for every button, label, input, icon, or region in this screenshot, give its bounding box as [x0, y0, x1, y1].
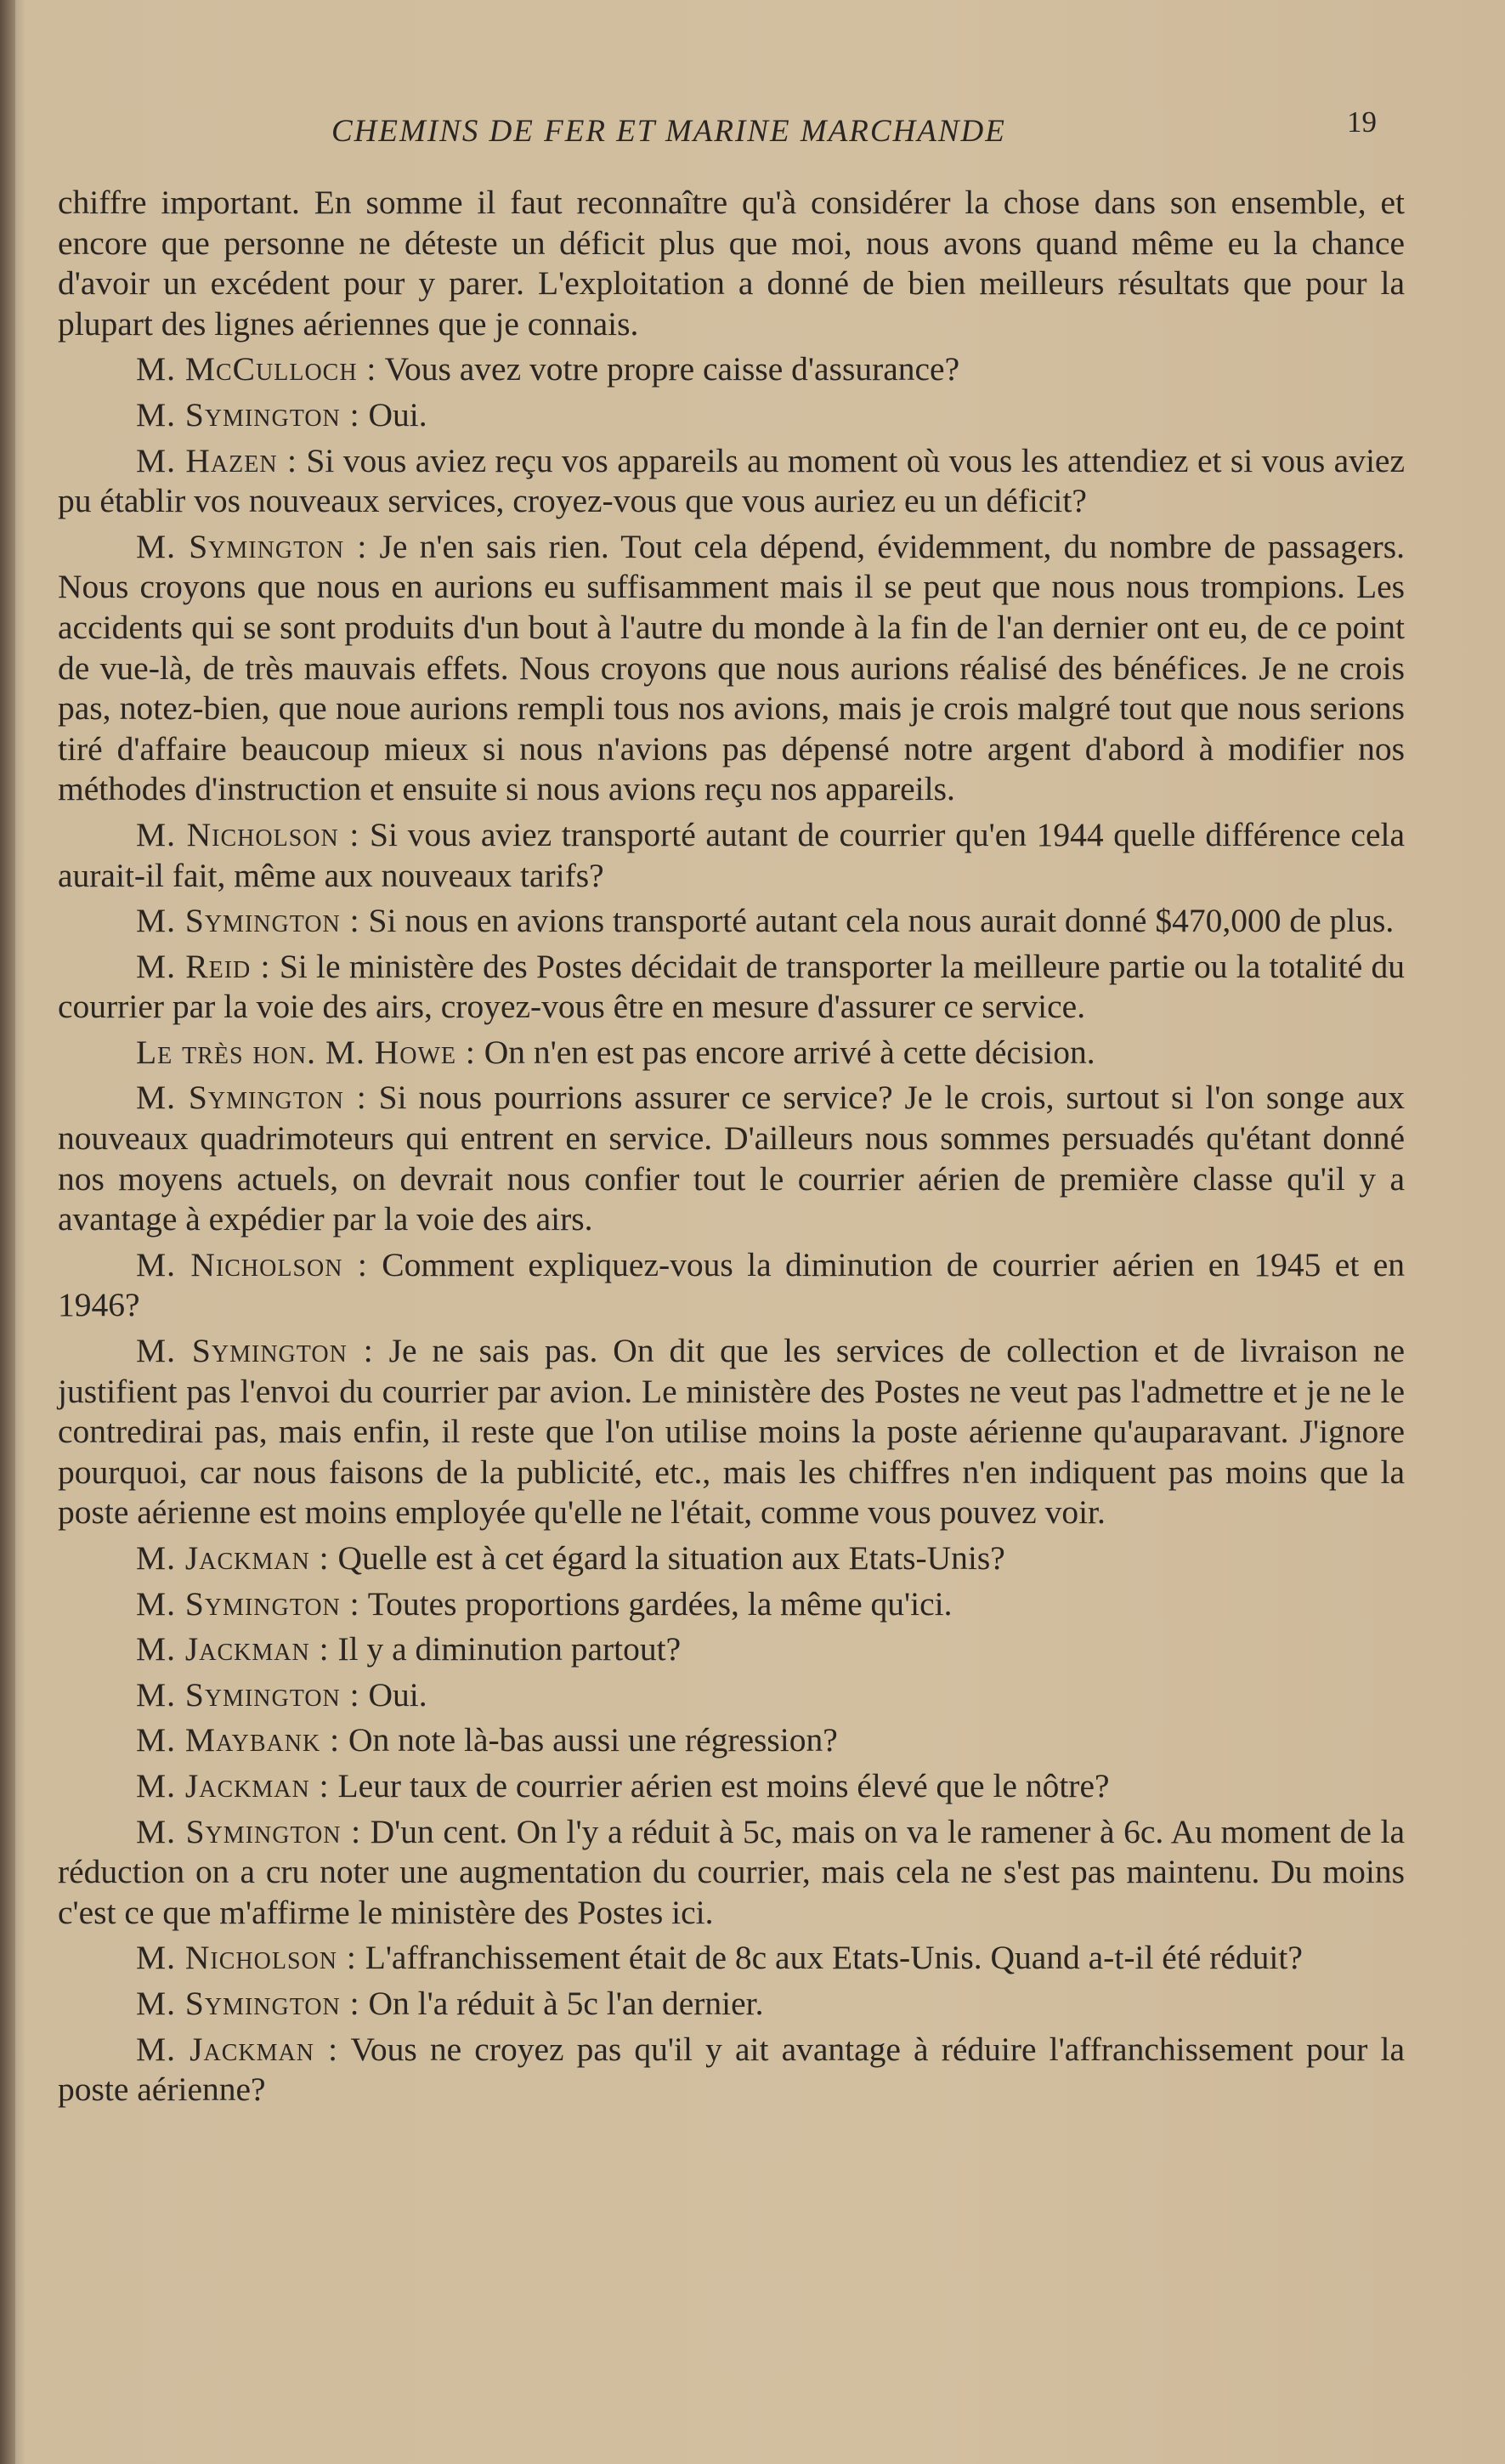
speaker-name: M. Symington :	[136, 1812, 362, 1850]
speaker-name: M. Maybank :	[136, 1721, 341, 1759]
speaker-name: M. Jackman :	[136, 1766, 330, 1804]
paragraph	[58, 183, 1405, 344]
paragraph	[58, 947, 1405, 1028]
speaker-name: M. Nicholson :	[136, 815, 360, 853]
page-header	[59, 100, 1453, 151]
speaker-name: M. Symington :	[136, 902, 360, 940]
paragraph-text: Quelle est à cet égard la situation aux Etats-Unis?	[329, 1539, 1005, 1577]
speaker-name: M. Hazen :	[136, 441, 297, 479]
paragraph	[58, 815, 1405, 896]
speaker-name: M. Jackman :	[136, 1630, 330, 1668]
paragraph	[58, 1675, 1405, 1716]
paragraph	[58, 901, 1405, 942]
paragraph-text: L'affranchissement était de 8c aux Etats-Unis. Quand a-t-il été réduit?	[356, 1939, 1303, 1977]
paragraph	[58, 1629, 1405, 1670]
speaker-name: M. Symington :	[136, 1675, 360, 1713]
speaker-name: M. Jackman :	[136, 1539, 330, 1577]
paragraph	[58, 1766, 1405, 1807]
paragraph	[58, 441, 1405, 522]
paragraph-text: Il y a diminution partout?	[329, 1630, 682, 1668]
speaker-name: M. McCulloch :	[136, 350, 377, 388]
paragraph-text: D'un cent. On l'y a réduit à 5c, mais on va le ramener à 6c. Au moment de la réduction on a cru noter une augmentation du courrier, mais cela ne s'est pas maintenu. Du moins c'est ce que m'affirme le ministère des Postes ici.	[58, 1812, 1405, 1931]
paragraph	[58, 1538, 1405, 1579]
paragraph-text: Si nous en avions transporté autant cela nous aurait donné $470,000 de plus.	[359, 902, 1395, 940]
paragraph-text: Si le ministère des Postes décidait de transporter la meilleure partie ou la totalité du courrier par la voie des airs, croyez-vous être en mesure d'assurer ce service.	[58, 947, 1406, 1026]
paragraph-text: On n'en est pas encore arrivé à cette décision.	[475, 1033, 1095, 1071]
paragraph-text: Je n'en sais rien. Tout cela dépend, évidemment, du nombre de passagers. Nous croyons que nous en aurions eu suffisamment mais il se peut que nous nous trompions. Les accidents qui se sont produits d'un bout à l'autre du monde à la fin de l'an dernier ont eu, de ce point de vue-là, de très mauvais effets. Nous croyons que nous aurions réalisé des bénéfices. Je ne crois pas, notez-bien, que noue aurions rempli tous nos avions, mais je crois malgré tout que nous serions tiré d'affaire beaucoup mieux si nous n'avions pas dépensé notre argent d'abord à modifier nos méthodes d'instruction et ensuite si nous avions reçu nos appareils.	[58, 527, 1405, 808]
paragraph-text: Vous avez votre propre caisse d'assurance?	[376, 350, 960, 388]
paragraph	[58, 1938, 1405, 1979]
running-title: CHEMINS DE FER ET MARINE MARCHANDE	[331, 114, 1006, 149]
paragraph-text: Si vous aviez transporté autant de courrier qu'en 1944 quelle différence cela aurait-il fait, même aux nouveaux tarifs?	[58, 815, 1405, 894]
paragraph-text: Vous ne croyez pas qu'il y ait avantage à réduire l'affranchissement pour la poste aérienne?	[58, 2030, 1405, 2109]
paragraph	[58, 1078, 1405, 1239]
paragraph	[58, 349, 1405, 390]
speaker-name: M. Symington :	[136, 527, 368, 565]
paragraph	[58, 1245, 1405, 1326]
speaker-name: M. Jackman :	[136, 2030, 339, 2068]
paragraph	[58, 1720, 1405, 1761]
paragraph-text: On note là-bas aussi une régression?	[340, 1721, 838, 1759]
paragraph-text: Si nous pourrions assurer ce service? Je le crois, surtout si l'on songe aux nouveaux quadrimoteurs qui entrent en service. D'ailleurs nous sommes persuadés qu'étant donné nos moyens actuels, on devrait nous confier tout le courrier aérien de première classe qu'il y a avantage à expédier par la voie des airs.	[58, 1079, 1405, 1238]
speaker-name: M. Symington :	[136, 1332, 374, 1370]
book-spine-shadow	[0, 0, 15, 2464]
speaker-name: M. Symington :	[136, 1984, 360, 2022]
paragraph	[58, 395, 1405, 436]
paragraph-text: Oui.	[359, 1675, 427, 1713]
paragraph-text: On l'a réduit à 5c l'an dernier.	[359, 1984, 764, 2022]
paragraph	[58, 1331, 1405, 1533]
speaker-name: Le très hon. M. Howe :	[136, 1033, 476, 1071]
paragraph-text: Si vous aviez reçu vos appareils au moment où vous les attendiez et si vous aviez pu établir vos nouveaux services, croyez-vous que vous auriez eu un déficit?	[58, 441, 1405, 520]
speaker-name: M. Symington :	[136, 395, 360, 433]
paragraph-text: Leur taux de courrier aérien est moins élevé que le nôtre?	[329, 1766, 1110, 1804]
paragraph	[58, 527, 1405, 810]
paragraph-text: Oui.	[359, 395, 427, 433]
paragraph-text: Comment expliquez-vous la diminution de courrier aérien en 1945 et en 1946?	[58, 1245, 1405, 1324]
speaker-name: M. Symington :	[136, 1079, 367, 1117]
paragraph	[58, 1584, 1405, 1625]
paragraph-text: Toutes proportions gardées, la même qu'ici.	[359, 1584, 953, 1623]
speaker-name: M. Nicholson :	[136, 1245, 368, 1283]
paragraph-text: chiffre important. En somme il faut reconnaître qu'à considérer la chose dans son ensemble, et encore que personne ne déteste un déficit plus que moi, nous avons quand même eu la chance d'avoir un excédent pour y parer. L'exploitation a donné de bien meilleurs résultats que pour la plupart des lignes aériennes que je connais.	[58, 184, 1405, 343]
page-number: 19	[1347, 105, 1377, 139]
paragraph	[58, 1984, 1405, 2025]
page-body	[58, 183, 1405, 2116]
speaker-name: M. Nicholson :	[136, 1939, 357, 1977]
paragraph-text: Je ne sais pas. On dit que les services de collection et de livraison ne justifient pas l'envoi du courrier par avion. Le ministère des Postes ne veut pas l'admettre et je ne le contredirai pas, mais enfin, il reste que l'on utilise moins la poste aérienne qu'auparavant. J'ignore pourquoi, car nous faisons de la publicité, etc., mais les chiffres n'en indiquent pas moins que la poste aérienne est moins employée qu'elle ne l'était, comme vous pouvez voir.	[58, 1332, 1405, 1532]
speaker-name: M. Symington :	[136, 1584, 360, 1623]
paragraph	[58, 1033, 1405, 1073]
speaker-name: M. Reid :	[136, 947, 271, 985]
paragraph	[58, 1812, 1405, 1934]
paragraph	[58, 2030, 1405, 2110]
